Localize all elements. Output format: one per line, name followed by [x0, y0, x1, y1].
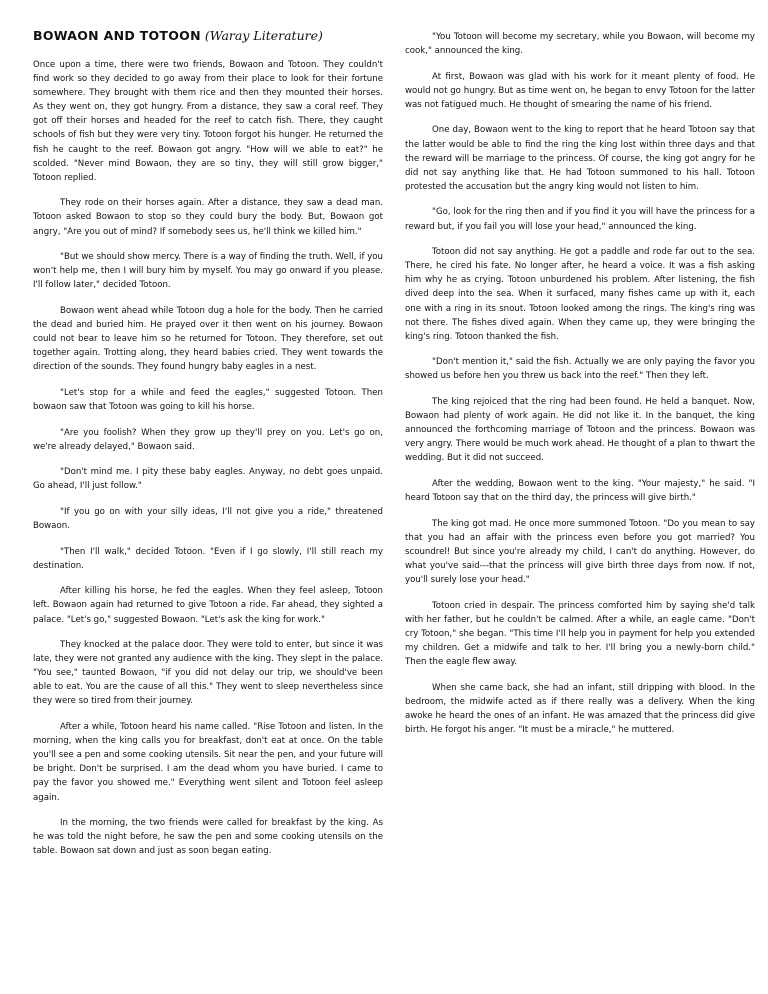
paragraph: After a while, Totoon heard his name called. "Rise Totoon and listen. In the morning, when the king calls you for breakfast, don't eat at once. On the table you'll see a pen and some cooking utensils. Sit near the pen, and your future will be bright. Don't be surprised. I am the dead whom you have buried. I came to pay the favor you showed me." Everything went silent and Totoon feel asleep again.	[33, 722, 383, 803]
story-title: BOWAON AND TOTOON	[33, 28, 201, 43]
paragraph: Totoon cried in despair. The princess comforted him by saying she'd talk with her father, but he couldn't be calmed. After a while, an eagle came. "Don't cry Totoon," she began. "This time I'll help you in payment for help you extended my children. Get a midwife and talk to her. I'll bring you a newly-born child." Then the eagle flew away.	[405, 600, 755, 667]
paragraph: One day, Bowaon went to the king to report that he heard Totoon say that the latter would be able to find the ring the king lost within three days and that the reward will be marriage to the princess. Of course, the king got angry for he did not say anything like that. He had Totoon summoned to his hall. Totoon protested the accusation but the angry king would not listen to him.	[405, 125, 755, 192]
paragraph: "Go, look for the ring then and if you find it you will have the princess for a reward but, if you fail you will lose your head," announced the king.	[405, 207, 755, 232]
paragraph: They rode on their horses again. After a distance, they saw a dead man. Totoon asked Bowaon to stop so they could bury the body. But, Bowaon got angry, "Are you out of mind? If somebody sees us, he'll think we killed him."	[33, 198, 383, 237]
paragraph: "If you go on with your silly ideas, I'll not give you a ride," threatened Bowaon.	[33, 506, 383, 532]
paragraph: When she came back, she had an infant, still dripping with blood. In the bedroom, the midwife acted as if there really was a delivery. When the king awoke he heard the ones of an infant. He was amazed that the princess did give birth. He forgot his anger. "It must be a miracle," he muttered.	[405, 682, 755, 735]
paragraph: Bowaon went ahead while Totoon dug a hole for the body. Then he carried the dead and buried him. He prayed over it then went on his journey. Bowaon could not bear to leave him so he returned for Totoon. They therefore, set out together again. Trotting along, they heard babies cried. They went towards the direction of the sounds. They found hungry baby eagles in a nest.	[33, 305, 383, 373]
paragraph: "Let's stop for a while and feed the eagles," suggested Totoon. Then bowaon saw that Totoon was going to kill his horse.	[33, 387, 383, 412]
right-column	[405, 30, 755, 748]
paragraph: They knocked at the palace door. They were told to enter, but since it was late, they were not granted any audience with the king. They slept in the palace. "You see," taunted Bowaon, "if you did not delay our trip, we should've been able to eat. You are the cause of all this." They went to sleep nevertheless since they were so tired from their journey.	[33, 640, 383, 707]
paragraph: At first, Bowaon was glad with his work for it meant plenty of food. He would not go hungry. But as time went on, he began to envy Totoon for the latter was not fatigued much. He thought of smearing the name of his friend.	[405, 71, 755, 110]
paragraph: "Don't mind me. I pity these baby eagles. Anyway, no debt goes unpaid. Go ahead, I'll just follow."	[33, 467, 383, 492]
paragraph: After killing his horse, he fed the eagles. When they feel asleep, Totoon left. Bowaon again had returned to give Totoon a ride. Far ahead, they sighted a palace. "Let's go," suggested Bowaon. "Let's ask the king for work."	[33, 586, 383, 625]
paragraph: In the morning, the two friends were called for breakfast by the king. As he was told the night before, he saw the pen and some cooking utensils on the table. Bowaon sat down and just as soon began eating.	[33, 818, 383, 857]
paragraph: "Don't mention it," said the fish. Actually we are only paying the favor you showed us before hen you threw us back into the reef." Then they left.	[405, 357, 755, 382]
story-heading	[33, 28, 383, 44]
paragraph: Once upon a time, there were two friends, Bowaon and Totoon. They couldn't find work so they decided to go away from their place to look for their fortune somewhere. They brought with them rice and then they mounted their horses. As they went on, they got hungry. From a distance, they saw a coral reef. They got off their horses and headed for the reef to catch fish. There, they caught schools of fish but they were very tiny. Totoon forgot his hunger. He returned the fish he caught to the reef. Bowaon got angry. "How will we able to eat?" he scolded. "Never mind Bowaon, they are so tiny, they will still grow bigger," Totoon replied.	[33, 60, 383, 183]
paragraph: Totoon did not say anything. He got a paddle and rode far out to the sea. There, he cired his fate. No longer after, he heard a voice. It was a fish asking him why he as crying. Totoon unburdened his problem. After listening, the fish dived deep into the sea. When it surfaced, many fishes came up with it, each one with a ring in its snout. Totoon looked among the rings. The king's ring was not there. The fishes dived again. When they came up, they were bringing the king's ring. Totoon thanked the fish.	[405, 247, 755, 342]
paragraph: The king rejoiced that the ring had been found. He held a banquet. Now, Bowaon had plenty of work again. He did not like it. In the banquet, the king announced the forthcoming marriage of Totoon and the princess. Bowaon was very angry. There would be much work ahead. He thought of a plan to thwart the wedding. But it did not succeed.	[405, 396, 755, 464]
paragraph: "But we should show mercy. There is a way of finding the truth. Well, if you won't help me, then I will bury him by myself. You may go onward if you please. I'll follow later," decided Totoon.	[33, 252, 383, 291]
story-subtitle: (Waray Literature)	[204, 28, 323, 43]
paragraph: "You Totoon will become my secretary, while you Bowaon, will become my cook," announced the king.	[405, 32, 755, 57]
paragraph: The king got mad. He once more summoned Totoon. "Do you mean to say that you had an affair with the princess even before you got married? You scoundrel! But since you're already my child, I can't do anything. However, do what you've said---that the princess will give birth three days from now. If not, you'll surely lose your head."	[405, 518, 755, 585]
paragraph: "Are you foolish? When they grow up they'll prey on you. Let's go on, we're already delayed," Bowaon said.	[33, 427, 383, 452]
paragraph: "Then I'll walk," decided Totoon. "Even if I go slowly, I'll still reach my destination.	[33, 546, 383, 571]
paragraph: After the wedding, Bowaon went to the king. "Your majesty," he said. "I heard Totoon say that on the third day, the princess will give birth."	[405, 478, 755, 504]
left-column	[33, 28, 383, 870]
